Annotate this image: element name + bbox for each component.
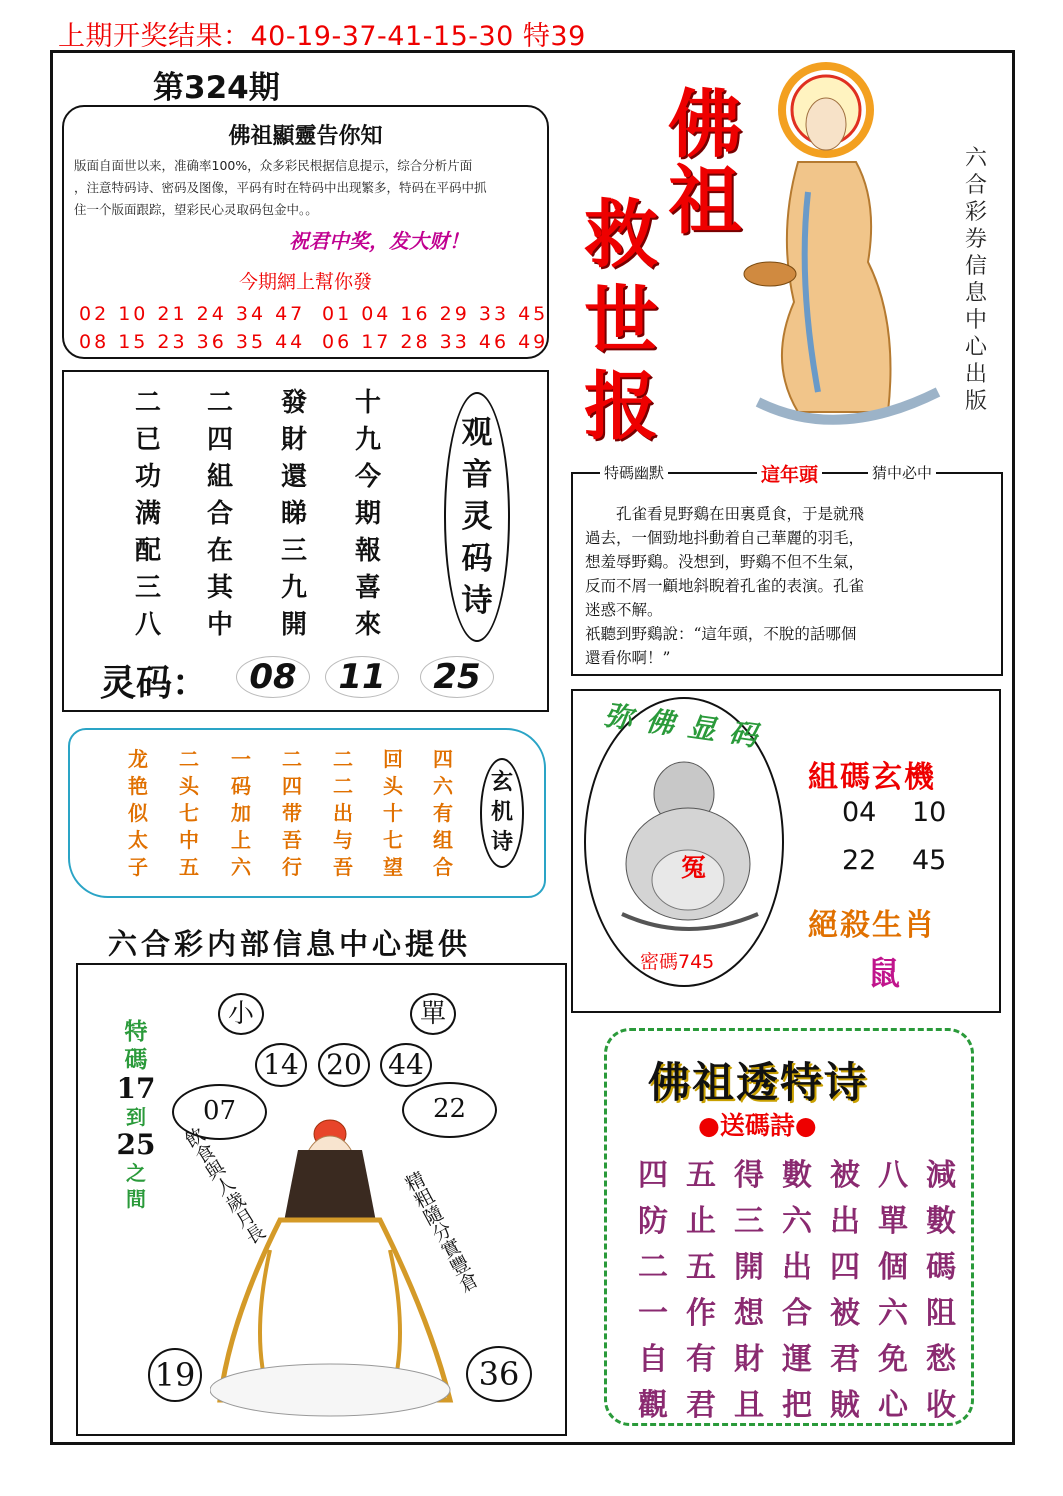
xuanji-column: 四 六 有 组 合	[433, 747, 453, 879]
humor-line: 過去，一個勁地抖動着自己華麗的羽毛，	[585, 529, 865, 547]
tote-poem-char: 開	[734, 1250, 764, 1285]
top-number: 44	[380, 1043, 432, 1087]
tote-poem-char: 止	[686, 1204, 716, 1239]
tote-poem-char: 單	[878, 1204, 908, 1239]
xuanji-column: 二 四 带 吾 行	[282, 747, 302, 879]
poem-column: 發 財 還 睇 三 九 開	[280, 388, 307, 640]
lingma-number: 25	[420, 656, 494, 698]
tote-poem-char: 想	[734, 1296, 764, 1331]
zuma-number: 10	[912, 797, 947, 828]
tema-range: 特 碼 17 到 25 之 間	[116, 1019, 156, 1211]
tote-poem-char: 運	[782, 1342, 812, 1377]
tote-poem-char: 減	[926, 1158, 956, 1193]
humor-line: 孔雀看見野鷄在田裏覓食，于是就飛	[585, 505, 865, 523]
tote-poem-char: 六	[878, 1296, 908, 1331]
tote-poem-char: 數	[926, 1204, 956, 1239]
tote-poem-char: 心	[878, 1388, 908, 1423]
lingma-number: 11	[325, 656, 399, 698]
tote-poem-char: 賊	[830, 1388, 860, 1423]
publisher-vertical: 六合彩券信息中心出版	[964, 146, 987, 414]
humor-line: 反而不屑一顧地斜睨着孔雀的表演。孔雀	[585, 577, 865, 595]
humor-tag-left: 特碼幽默	[600, 462, 668, 483]
notice-body	[74, 155, 537, 221]
right-poem: 精粗隨分實豐倉	[399, 1168, 482, 1297]
buddha-arc-text: 弥佛显码	[602, 698, 774, 755]
tote-poem-char: 一	[638, 1296, 668, 1331]
jue-sha-title: 絕殺生肖	[808, 908, 936, 943]
number-row: 08 15 23 36 35 44	[79, 331, 306, 353]
bottom-number: 19	[148, 1348, 202, 1402]
tote-poem-char: 五	[686, 1158, 716, 1193]
tote-poem-char: 收	[926, 1388, 956, 1423]
notice-box	[62, 105, 549, 359]
notice-line: ，注意特码诗、密码及图像，平码有时在特码中出现繁多，特码在平码中抓	[74, 180, 487, 195]
title-char: 祖	[668, 158, 742, 244]
tote-poem-char: 且	[734, 1388, 764, 1423]
poem-column: 二 四 組 合 在 其 中	[206, 388, 233, 640]
poem-column: 二 已 功 满 配 三 八	[134, 388, 161, 640]
notice-title: 佛祖顯靈告你知	[228, 123, 383, 149]
humor-line: 還看你啊！”	[585, 649, 671, 667]
tote-poem-char: 被	[830, 1296, 860, 1331]
tote-poem-char: 自	[638, 1342, 668, 1377]
single-label: 單	[410, 993, 456, 1035]
guanyin-poem-label: 观 音 灵 码 诗	[444, 392, 510, 642]
seated-guanyin-figure	[210, 1100, 470, 1426]
left-poem: 飲食與人歲月長	[179, 1123, 269, 1249]
zuma-number: 04	[842, 797, 877, 828]
humor-line: 祇聽到野鷄說：“這年頭，不脫的話哪個	[585, 625, 857, 643]
last-draw-result: 上期开奖结果：40-19-37-41-15-30 特39	[58, 21, 586, 52]
lingma-number: 08	[236, 656, 310, 698]
buddha-seal: 冤	[681, 853, 707, 882]
number-row: 02 10 21 24 34 47	[79, 303, 306, 325]
number-row: 01 04 16 29 33 45	[322, 303, 549, 325]
xuanji-column: 龙 艳 似 太 子	[128, 747, 148, 879]
zuma-title: 組碼玄機	[808, 760, 936, 795]
xuanji-column: 二 头 七 中 五	[179, 747, 199, 879]
tote-poem-char: 作	[686, 1296, 716, 1331]
tote-poem-char: 數	[782, 1158, 812, 1193]
top-number: 14	[255, 1043, 307, 1087]
zuma-number: 22	[842, 845, 877, 876]
lingma-label: 灵码：	[100, 662, 209, 704]
title-char: 救	[584, 192, 658, 278]
xuanji-column: 回 头 十 七 望	[383, 747, 403, 879]
tote-poem-char: 四	[638, 1158, 668, 1193]
title-char: 世	[584, 278, 658, 364]
small-label: 小	[218, 993, 264, 1035]
title-char: 佛	[668, 82, 742, 168]
humor-tag-right: 猜中必中	[868, 462, 936, 483]
xuanji-column: 一 码 加 上 六	[231, 747, 251, 879]
number-row: 06 17 28 33 46 49	[322, 331, 549, 353]
laughing-buddha-figure	[602, 754, 772, 934]
tote-poem-char: 觀	[638, 1388, 668, 1423]
tote-poem-char: 個	[878, 1250, 908, 1285]
tote-poem-char: 被	[830, 1158, 860, 1193]
zodiac: 鼠	[868, 954, 901, 992]
provider-text: 六合彩内部信息中心提供	[108, 927, 472, 961]
humor-line: 迷惑不解。	[585, 601, 663, 619]
tote-poem-char: 碼	[926, 1250, 956, 1285]
right-oval-number: 22	[402, 1082, 497, 1138]
tote-poem-char: 防	[638, 1204, 668, 1239]
tote-poem-char: 把	[782, 1388, 812, 1423]
tote-poem-title: 佛祖透特诗	[648, 1058, 869, 1107]
tote-poem-char: 君	[686, 1388, 716, 1423]
tote-poem-char: 六	[782, 1204, 812, 1239]
tote-poem-char: 五	[686, 1250, 716, 1285]
notice-wish: 祝君中奖，发大财！	[289, 229, 469, 253]
tote-poem-char: 合	[782, 1296, 812, 1331]
tote-poem-char: 四	[830, 1250, 860, 1285]
humor-text	[585, 502, 990, 670]
humor-title: 這年頭	[757, 460, 822, 487]
notice-line: 住一个版面跟踪，望彩民心灵取码包金中。。	[74, 202, 318, 217]
title-char: 报	[584, 364, 658, 450]
tote-poem-char: 出	[830, 1204, 860, 1239]
notice-subtitle: 今期網上幫你發	[238, 271, 372, 293]
tote-poem-char: 免	[878, 1342, 908, 1377]
issue-number: 第324期	[153, 70, 280, 106]
notice-line: 版面自面世以来，准确率100%，众多彩民根据信息提示，综合分析片面	[74, 158, 473, 173]
tote-poem-char: 三	[734, 1204, 764, 1239]
tote-poem-char: 君	[830, 1342, 860, 1377]
tote-poem-char: 財	[734, 1342, 764, 1377]
tote-poem-char: 二	[638, 1250, 668, 1285]
zuma-number: 45	[912, 845, 947, 876]
tote-poem-char: 有	[686, 1342, 716, 1377]
guanyin-figure	[738, 62, 950, 432]
secret-code: 密碼745	[640, 951, 715, 973]
tote-poem-char: 愁	[926, 1342, 956, 1377]
left-oval-number: 07	[172, 1084, 267, 1140]
poem-column: 十 九 今 期 報 喜 來	[354, 388, 381, 640]
tote-poem-sub: ●送碼詩●	[698, 1111, 817, 1140]
bottom-number: 36	[466, 1346, 532, 1402]
xuanji-column: 二 二 出 与 吾	[333, 747, 353, 879]
top-number: 20	[318, 1043, 370, 1087]
xuanji-label: 玄 机 诗	[480, 758, 524, 868]
tote-poem-char: 出	[782, 1250, 812, 1285]
tote-poem-char: 阻	[926, 1296, 956, 1331]
tote-poem-char: 得	[734, 1158, 764, 1193]
tote-poem-char: 八	[878, 1158, 908, 1193]
humor-line: 想羞辱野鷄。没想到，野鷄不但不生氣，	[585, 553, 865, 571]
